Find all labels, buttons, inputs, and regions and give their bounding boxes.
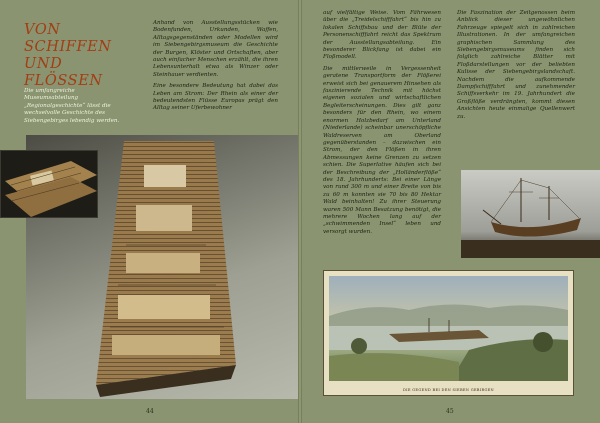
raft-model-detail-image [0, 150, 98, 218]
engraving-image [323, 270, 574, 396]
chapter-title: VON SCHIFFEN UND FLÖSSEN [24, 22, 112, 89]
paragraph: Die mittlerweile in Vergessenheit geratene Transportform der Flößerei erweist sich bei genauerem Hinsehen als faszinierende Technik mit höchst eigenen sozialen und wirtschaftlichen Begleiterscheinungen. Dies gilt ganz besonders für den Rhein, wo einem enormen Holzbedarf am Unterland (Niederlande) scheinbar unerschöpfliche Waldreserven am Oberland gegenüberstanden – dazwischen ein Strom, der den Flößen in ihren Abmessungen keine Grenzen zu setzen schien. Die Superlative häufen sich bei der Beschreibung der „Holländerflöße“ des 18. Jahrhunderts: Bei einer Länge von rund 300 m und einer Breite von bis zu 60 m konnten sie 70 bis 80 Hektar Wald beinhalten! Zu ihrer Steuerung waren 500 Mann Besatzung benötigt, die mehrere Wochen lang auf der „schwimmenden Insel“ leben und versorgt wurden. [323, 65, 441, 235]
book-gutter [298, 0, 302, 423]
left-text-column [153, 20, 278, 117]
right-text-column-2 [457, 10, 575, 125]
engraving-caption: DIE GEGEND BEI DEN SIEBEN GEBIRGEN [403, 388, 494, 392]
right-text-column-1 [323, 10, 441, 240]
paragraph: Die Faszination der Zeitgenossen beim Anblick dieser ungewöhnlichen Fahrzeuge spiegelt sich in zahlreichen Illustrationen. In der umfangreichen graphischen Sammlung des Siebengebirgsmuseums finden sich folglich zahlreiche Blätter mit Floßdarstellungen vor der beliebten Kulisse der Siebengebirgslandschaft. Nachdem die aufkommende Dampfschifffahrt und zunehmender Schiffsverkehr im 19. Jahrhundert die Großflöße verdrängten, kommt diesen Ansichten heute einmalige Quellenwert zu. [457, 10, 575, 120]
paragraph: Eine besondere Bedeutung hat dabei das Leben am Strom: Der Rhein als einer der bedeutendsten Flüsse Europas prägt den Alltag seiner Uferbewohner [153, 83, 278, 112]
page-number-right: 45 [446, 408, 454, 415]
page-number-left: 44 [146, 408, 154, 415]
paragraph: Anhand von Ausstellungsstücken wie Bodenfunden, Urkunden, Waffen, Alltagsgegenständen oder Modellen wird im Siebengebirgsmuseum die Geschichte der Burgen, Klöster und Ortschaften, aber auch einfacher Menschen erzählt, die ihren Lebensunterhalt etwa als Winzer oder Steinhauer verdienten. [153, 20, 278, 78]
chapter-intro: Die umfangreiche Museumsabteilung „Regionalgeschichte“ lässt die wechselvolle Geschichte des Siebengebirges lebendig werden. [24, 88, 120, 124]
ship-model-image [461, 170, 600, 258]
paragraph: auf vielfältige Weise. Vom Fährwesen über die „Treidelschifffahrt“ bis hin zu lokalen Schiffsbau und der Blüte der Personenschifffahrt reicht das Spektrum der Ausstellungsabteilung. Ein besonderer Blickfang ist dabei ein Floßmodell. [323, 10, 441, 61]
